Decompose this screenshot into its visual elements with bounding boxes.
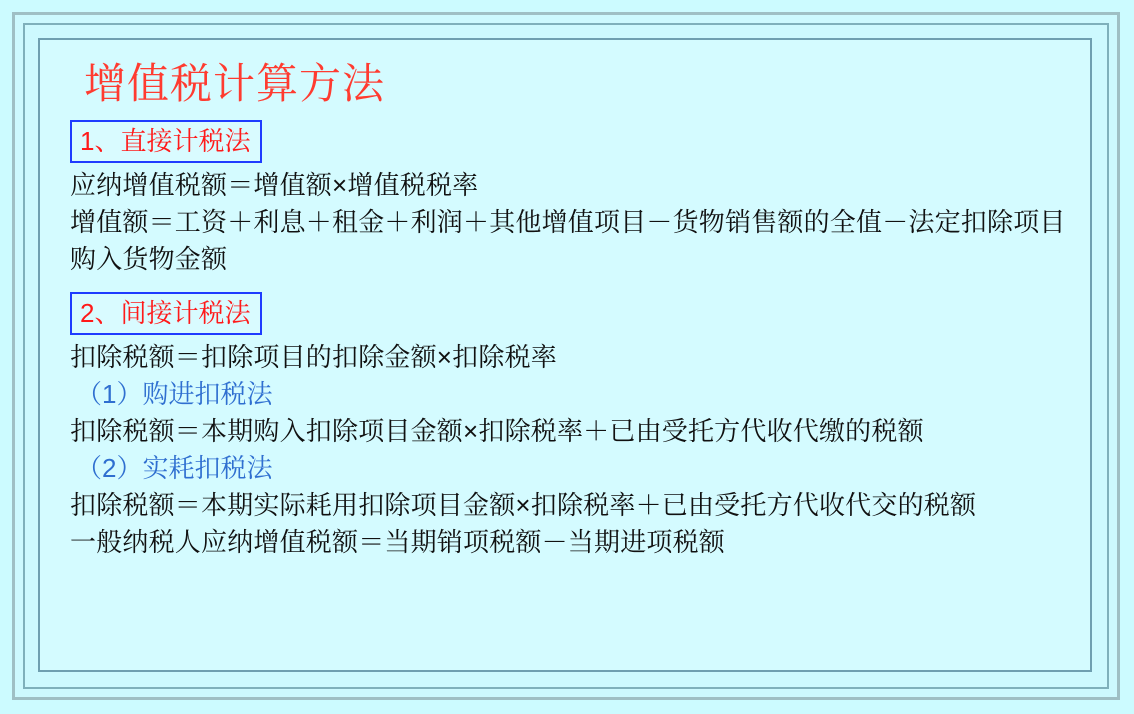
formula-line: 扣除税额＝扣除项目的扣除金额×扣除税率 [70,342,557,372]
page-title: 增值税计算方法 [84,60,386,107]
slide-content [46,44,1086,666]
section-heading-2: 2、间接计税法 [70,292,262,335]
section-direct-method [66,114,1076,278]
formula-line: 扣除税额＝本期实际耗用扣除项目金额×扣除税率＋已由受托方代收代交的税额 [70,490,977,520]
subsection-actual-consumption-deduction [66,450,1076,561]
formula-line: 应纳增值税额＝增值额×增值税税率 [70,170,479,200]
formula-line: 一般纳税人应纳增值税额＝当期销项税额－当期进项税额 [70,527,726,557]
subsection-label: （1）购进扣税法 [76,379,273,409]
section-heading-1: 1、直接计税法 [70,120,262,163]
section-indirect-method [66,286,1076,561]
formula-line: 增值额＝工资＋利息＋租金＋利润＋其他增值项目－货物销售额的全值－法定扣除项目购入货物金额 [70,207,1066,274]
subsection-purchase-deduction [66,376,1076,450]
formula-line: 扣除税额＝本期购入扣除项目金额×扣除税率＋已由受托方代收代缴的税额 [70,416,924,446]
subsection-label: （2）实耗扣税法 [76,453,273,483]
